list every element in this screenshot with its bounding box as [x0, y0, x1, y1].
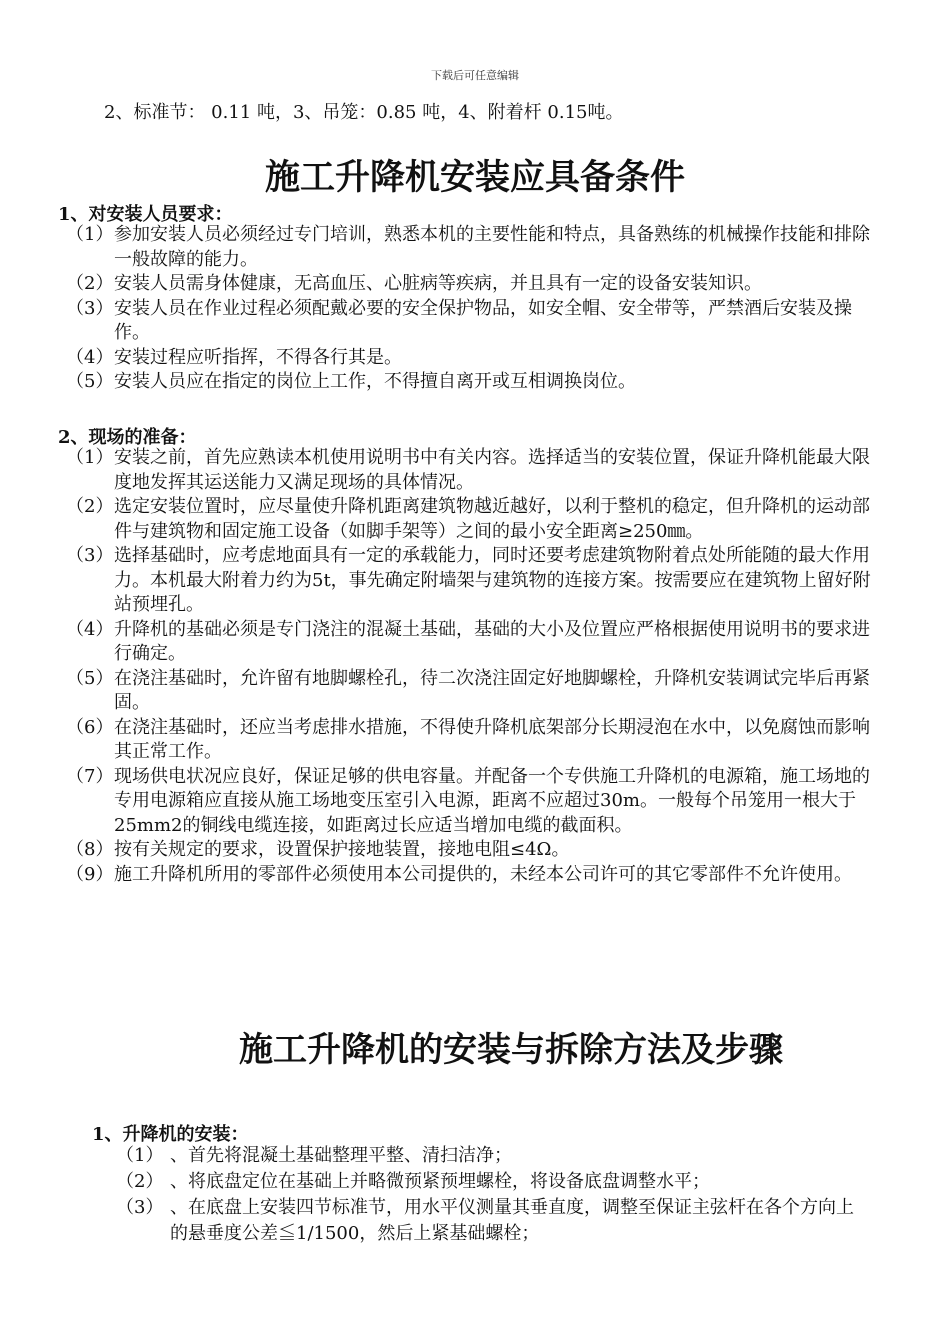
list-item	[66, 667, 876, 716]
heading-installer-requirements: 1、对安装人员要求：	[58, 204, 233, 225]
item-text: 参加安装人员必须经过专门培训，熟悉本机的主要性能和特点，具备熟练的机械操作技能和排除一般故障的能力。	[114, 224, 870, 270]
item-number: （1）	[66, 224, 114, 245]
item-text: 、将底盘定位在基础上并略微预紧预埋螺栓，将设备底盘调整水平；	[170, 1171, 710, 1192]
item-text: 在浇注基础时，还应当考虑排水措施，不得使升降机底架部分长期浸泡在水中，以免腐蚀而影响其正常工作。	[114, 716, 870, 762]
site-preparation-list	[66, 446, 876, 887]
item-number: （2）	[116, 1171, 164, 1192]
list-item	[66, 838, 876, 863]
list-item	[66, 544, 876, 618]
item-number: （2）	[66, 496, 114, 517]
list-item	[66, 495, 876, 544]
item-number: （8）	[66, 839, 114, 860]
list-item	[66, 346, 876, 371]
installation-steps-list	[116, 1143, 866, 1247]
list-item	[66, 272, 876, 297]
list-item	[66, 765, 876, 839]
list-item	[66, 863, 876, 888]
item-text: 安装人员在作业过程必须配戴必要的安全保护物品，如安全帽、安全带等，严禁酒后安装及操作。	[114, 297, 852, 343]
item-text: 选择基础时，应考虑地面具有一定的承载能力，同时还要考虑建筑物附着点处所能随的最大作用力。本机最大附着力约为5t，事先确定附墙架与建筑物的连接方案。按需要应在建筑物上留好附站预埋孔。	[114, 545, 871, 615]
item-number: （9）	[66, 863, 114, 885]
item-number: （1）	[66, 447, 114, 468]
list-item	[66, 223, 876, 272]
list-item	[116, 1143, 866, 1169]
item-number: （4）	[66, 346, 114, 368]
item-number: （4）	[66, 618, 114, 640]
list-item	[66, 297, 876, 346]
item-text: 安装过程应听指挥，不得各行其是。	[114, 346, 402, 368]
header-note: 下载后可任意编辑	[431, 69, 519, 82]
weights-line: 2、标准节： 0.11 吨，3、吊笼：0.85 吨，4、附着杆 0.15吨。	[104, 102, 624, 123]
item-number: （6）	[66, 716, 114, 738]
section-title-conditions: 施工升降机安装应具备条件	[264, 157, 685, 198]
list-item	[66, 370, 876, 395]
item-number: （5）	[66, 667, 114, 689]
section-title-install-method: 施工升降机的安装与拆除方法及步骤	[239, 1030, 783, 1070]
item-number: （5）	[66, 371, 114, 392]
item-text: 安装之前，首先应熟读本机使用说明书中有关内容。选择适当的安装位置，保证升降机能最大限度地发挥其运送能力又满足现场的具体情况。	[114, 447, 870, 493]
item-text: 安装人员需身体健康，无高血压、心脏病等疾病，并且具有一定的设备安装知识。	[114, 273, 762, 294]
item-number: （7）	[66, 765, 114, 787]
item-number: （3）	[116, 1197, 164, 1218]
item-number: （3）	[66, 545, 114, 566]
item-number: （1）	[116, 1145, 164, 1166]
item-text: 在浇注基础时，允许留有地脚螺栓孔，待二次浇注固定好地脚螺栓，升降机安装调试完毕后再紧固。	[114, 667, 870, 713]
item-text: 施工升降机所用的零部件必须使用本公司提供的，未经本公司许可的其它零部件不允许使用。	[114, 863, 852, 885]
item-text: 升降机的基础必须是专门浇注的混凝土基础，基础的大小及位置应严格根据使用说明书的要求进行确定。	[114, 618, 870, 664]
item-text: 现场供电状况应良好，保证足够的供电容量。并配备一个专供施工升降机的电源箱，施工场地的专用电源箱应直接从施工场地变压室引入电源，距离不应超过30m。一般每个吊笼用一根大于25mm2的铜线电缆连接，如距离过长应适当增加电缆的截面积。	[114, 765, 870, 836]
heading-elevator-installation: 1、升降机的安装：	[92, 1124, 249, 1145]
item-number: （3）	[66, 297, 114, 319]
item-text: 按有关规定的要求，设置保护接地装置，接地电阻≤4Ω。	[114, 839, 570, 860]
item-text: 、在底盘上安装四节标准节，用水平仪测量其垂直度，调整至保证主弦杆在各个方向上的悬垂度公差≦1/1500，然后上紧基础螺栓；	[170, 1197, 854, 1244]
list-item	[116, 1195, 866, 1247]
list-item	[66, 618, 876, 667]
item-number: （2）	[66, 273, 114, 294]
item-text: 安装人员应在指定的岗位上工作，不得擅自离开或互相调换岗位。	[114, 371, 636, 392]
installer-requirements-list	[66, 223, 876, 395]
list-item	[116, 1169, 866, 1195]
heading-site-preparation: 2、现场的准备：	[58, 427, 197, 448]
list-item	[66, 446, 876, 495]
item-text: 选定安装位置时，应尽量使升降机距离建筑物越近越好，以利于整机的稳定，但升降机的运动部件与建筑物和固定施工设备（如脚手架等）之间的最小安全距离≥250㎜。	[114, 496, 870, 542]
item-text: 、首先将混凝土基础整理平整、清扫洁净；	[170, 1145, 512, 1166]
list-item	[66, 716, 876, 765]
